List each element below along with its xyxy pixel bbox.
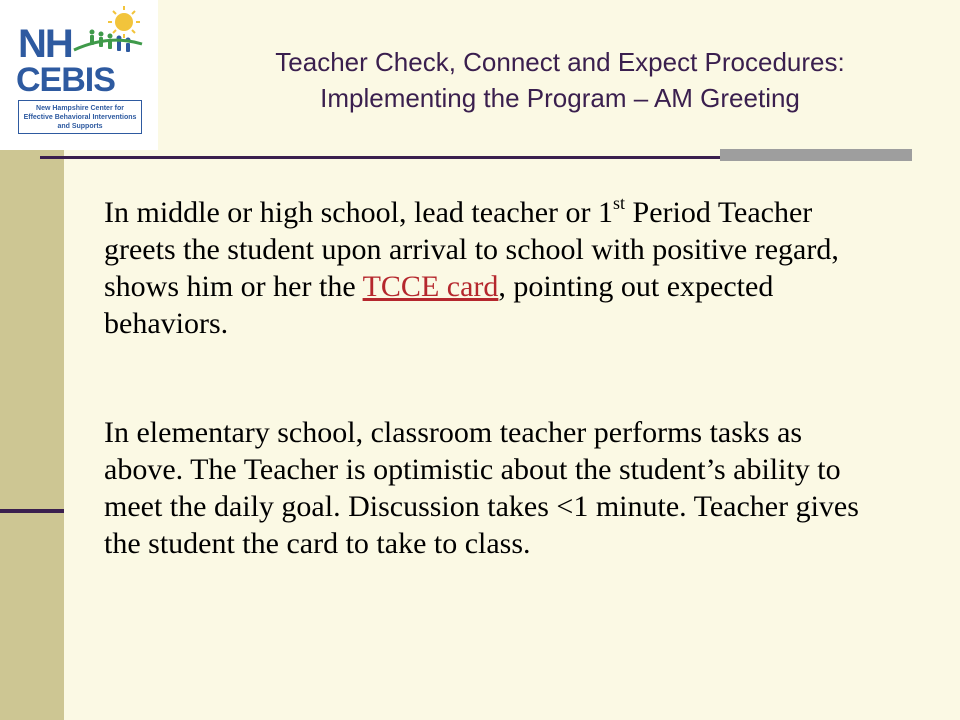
logo-caption: New Hampshire Center for Effective Behavioral Interventions and Supports bbox=[18, 100, 142, 134]
logo-cebis-text: CEBIS bbox=[16, 61, 115, 99]
logo-nh-text: NH bbox=[18, 22, 72, 66]
left-accent-line bbox=[0, 509, 64, 513]
title-line-1: Teacher Check, Connect and Expect Procedures: bbox=[275, 47, 845, 77]
paragraph-elementary-school: In elementary school, classroom teacher performs tasks as above. The Teacher is optimistic about the student’s ability to meet the daily goal. Discussion takes <1 minute. Teacher gives the student the card to take to class. bbox=[104, 416, 859, 560]
title-line-2: Implementing the Program – AM Greeting bbox=[320, 83, 800, 113]
paragraph1-text-end: , pointing out expected behaviors. bbox=[104, 270, 774, 340]
tcce-card-link[interactable]: TCCE card bbox=[362, 270, 499, 303]
paragraph-middle-high-school bbox=[104, 194, 864, 342]
paragraph1-text-start: In middle or high school, lead teacher or 1 bbox=[104, 196, 614, 229]
title-underline-gray-block bbox=[720, 149, 912, 161]
paragraph1-text-middle: Period Teacher greets the student upon arrival to school with positive regard, shows him or her the bbox=[104, 196, 839, 303]
slide-title bbox=[180, 44, 940, 116]
ordinal-suffix: st bbox=[613, 193, 626, 213]
left-sidebar-bar bbox=[0, 150, 64, 720]
nhcebis-logo bbox=[0, 0, 158, 150]
